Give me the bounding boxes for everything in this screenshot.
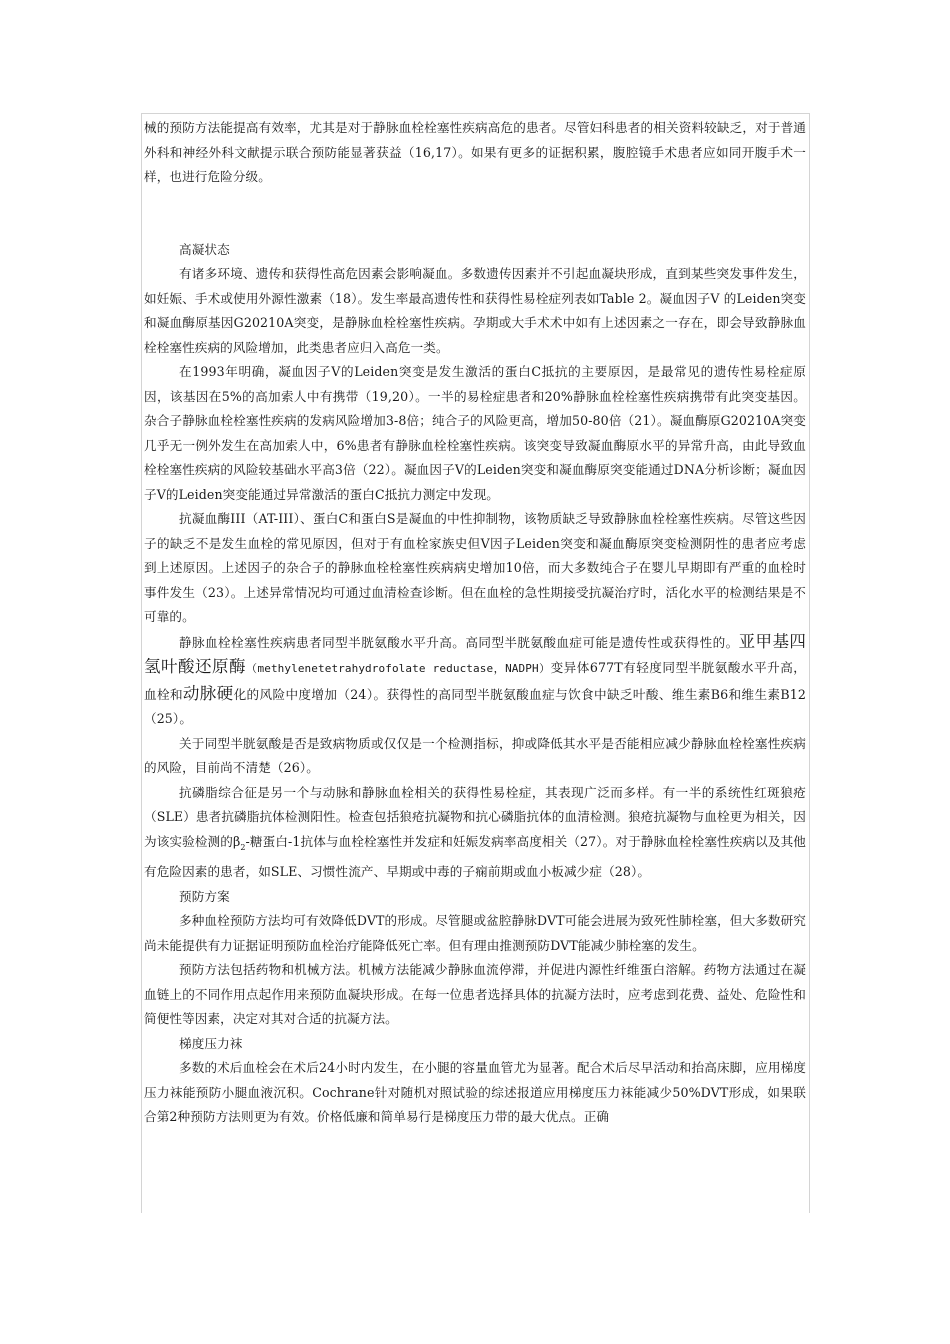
spacer: [144, 190, 806, 238]
subscript: 2: [240, 842, 246, 852]
text-run: 变异体677T有轻度同型半胱氨酸水平升高，血栓和: [144, 660, 806, 702]
text-run: 静脉血栓栓塞性疾病患者同型半胱氨酸水平升高。高同型半胱氨酸血症可能是遗传性或获得性的。: [179, 634, 739, 650]
paragraph: [144, 781, 806, 885]
paragraph: 抗凝血酶III（AT-III）、蛋白C和蛋白S是凝血的中性抑制物，该物质缺乏导致静脉血栓栓塞性疾病。尽管这些因子的缺乏不是发生血栓的常见原因，但对于有血栓家族史但Ⅴ因子Leiden突变和凝血酶原突变检测阴性的患者应考虑到上述原因。上述因子的杂合子的静脉血栓栓塞性疾病病史增加10倍，而大多数纯合子在婴儿早期即有严重的血栓时事件发生（23）。上述异常情况均可通过血清检查诊断。但在血栓的急性期接受抗凝治疗时，活化水平的检测结果是不可靠的。: [144, 511, 806, 624]
paragraph: 在1993年明确，凝血因子Ⅴ的Leiden突变是发生激活的蛋白C抵抗的主要原因，是最常见的遗传性易栓症原因，该基因在5%的高加索人中有携带（19,20）。一半的易栓症患者和20%静脉血栓栓塞性疾病携带有此突变基因。杂合子静脉血栓栓塞性疾病的发病风险增加3-8倍；纯合子的风险更高，增加50-80倍（21）。凝血酶原G20210A突变几乎无一例外发生在高加索人中，6%患者有静脉血栓栓塞性疾病。该突变导致凝血酶原水平的异常升高，由此导致血栓栓塞性疾病的风险较基础水平高3倍（22）。凝血因子Ⅴ的Leiden突变和凝血酶原突变能通过DNA分析诊断；凝血因子Ⅴ的Leiden突变能通过异常激活的蛋白C抵抗力测定中发现。: [144, 364, 806, 502]
document-body: [144, 116, 806, 1130]
paragraph: 关于同型半胱氨酸是否是致病物质或仅仅是一个检测指标，抑或降低其水平是否能相应减少静脉血栓栓塞性疾病的风险，目前尚不清楚（26）。: [144, 735, 806, 775]
paragraph: 多种血栓预防方法均可有效降低DVT的形成。尽管腿或盆腔静脉DVT可能会进展为致死性肺栓塞，但大多数研究尚未能提供有力证据证明预防血栓治疗能降低死亡率。但有理由推测预防DVT能减少肺栓塞的发生。: [144, 913, 806, 953]
paragraph: 多数的术后血栓会在术后24小时内发生，在小腿的容量血管尤为显著。配合术后尽早活动和抬高床脚，应用梯度压力袜能预防小腿血液沉积。Cochrane针对随机对照试验的综述报道应用梯度压力袜能减少50%DVT形成，如果联合第2种预防方法则更为有效。价格低廉和简单易行是梯度压力带的最大优点。正确: [144, 1060, 806, 1124]
section-heading: 高凝状态: [179, 241, 230, 257]
paragraph: 预防方法包括药物和机械方法。机械方法能减少静脉血流停滞，并促进内源性纤维蛋白溶解。药物方法通过在凝血链上的不同作用点起作用来预防血凝块形成。在每一位患者选择具体的抗凝方法时，应考虑到花费、益处、危险性和简便性等因素，决定对其对合适的抗凝方法。: [144, 962, 806, 1026]
section-heading: 梯度压力袜: [179, 1035, 243, 1051]
paragraph: [144, 630, 806, 732]
text-run-small: （methylenetetrahydrofolate reductase，NADPH）: [246, 662, 551, 675]
text-run-large: 亚甲基四氢叶酸还原酶: [144, 631, 806, 676]
text-run: 化的风险中度增加（24）。获得性的高同型半胱氨酸血症与饮食中缺乏叶酸、维生素B6和维生素B12（25）。: [144, 686, 806, 726]
text-run-large: 动脉硬: [182, 683, 234, 703]
section-heading: 预防方案: [179, 888, 230, 904]
text-run: 抗磷脂综合征是另一个与动脉和静脉血栓相关的获得性易栓症，其表现广泛而多样。有一半的系统性红斑狼疮（SLE）患者抗磷脂抗体检测阳性。检查包括狼疮抗凝物和抗心磷脂抗体的血清检测。狼疮抗凝物与血栓更为相关，因为该实验检测的β: [144, 784, 806, 849]
paragraph: 有诸多环境、遗传和获得性高危因素会影响凝血。多数遗传因素并不引起血凝块形成，直到某些突发事件发生，如妊娠、手术或使用外源性激素（18）。发生率最高遗传性和获得性易栓症列表如Table 2。凝血因子Ⅴ 的Leiden突变和凝血酶原基因G20210A突变，是静脉血栓栓塞性疾病。孕期或大手术术中如有上述因素之一存在，即会导致静脉血栓栓塞性疾病的风险增加，此类患者应归入高危一类。: [144, 266, 806, 355]
text-run: -糖蛋白-1抗体与血栓栓塞性并发症和妊娠发病率高度相关（27）。对于静脉血栓栓塞性疾病以及其他有危险因素的患者，如SLE、习惯性流产、早期或中毒的子痫前期或血小板减少症（28）。: [144, 833, 806, 879]
paragraph: 械的预防方法能提高有效率，尤其是对于静脉血栓栓塞性疾病高危的患者。尽管妇科患者的相关资料较缺乏，对于普通外科和神经外科文献提示联合预防能显著获益（16,17）。如果有更多的证据积累，腹腔镜手术患者应如同开腹手术一样，也进行危险分级。: [144, 120, 806, 184]
